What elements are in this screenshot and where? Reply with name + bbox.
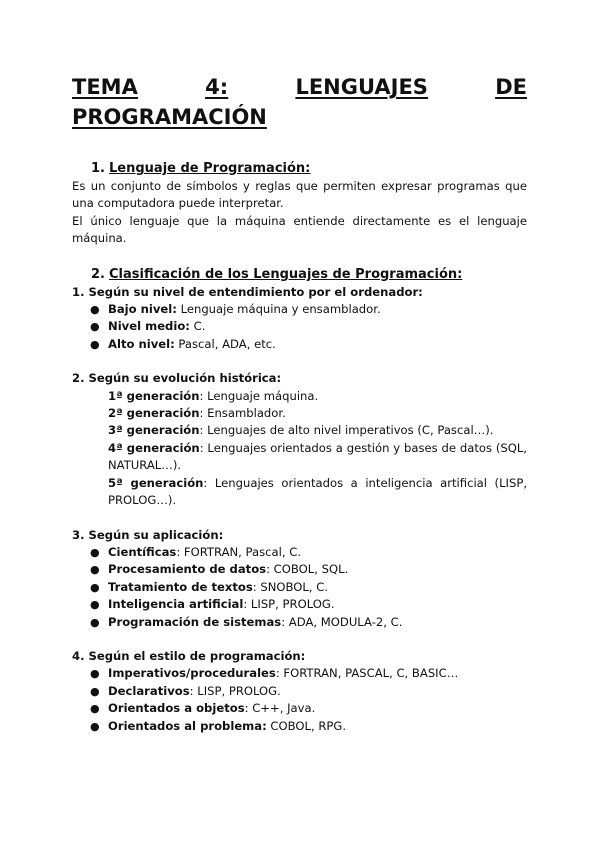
title-line-2: PROGRAMACIÓN: [72, 105, 267, 129]
subsection-heading: 3. Según su aplicación:: [72, 527, 224, 542]
bullet-list: [72, 665, 527, 735]
bullet-icon: ●: [90, 667, 100, 681]
list-item: 1ª generación: Lenguaje máquina.: [108, 388, 319, 403]
list-item: 5ª generación: Lenguajes orientados a inteligencia artificial (LISP, PROLOG…).: [108, 475, 527, 508]
bullet-icon: ●: [90, 320, 100, 334]
title-line-1: [72, 72, 527, 102]
list-item: 2ª generación: Ensamblador.: [108, 406, 286, 421]
bullet-icon: ●: [90, 545, 100, 559]
list-item: ● Bajo nivel: Lenguaje máquina y ensamblador.: [88, 301, 527, 318]
section-1-heading: [72, 160, 527, 178]
paragraph: El único lenguaje que la máquina entiende directamente es el lenguaje máquina.: [72, 213, 527, 246]
bullet-icon: ●: [90, 615, 100, 629]
bullet-icon: ●: [90, 719, 100, 733]
list-item: 3ª generación: Lenguajes de alto nivel imperativos (C, Pascal…).: [108, 423, 494, 438]
section-2-heading: [72, 266, 527, 284]
list-item: ● Programación de sistemas: ADA, MODULA-2, C.: [88, 614, 527, 631]
bullet-list: [72, 544, 527, 631]
title-word: LENGUAJES: [295, 75, 428, 99]
list-item: ● Científicas: FORTRAN, Pascal, C.: [88, 544, 527, 561]
list-item: ● Imperativos/procedurales: FORTRAN, PASCAL, C, BASIC…: [88, 665, 527, 682]
bullet-icon: ●: [90, 337, 100, 351]
title-word: DE: [495, 75, 527, 99]
subsection-heading: 2. Según su evolución histórica:: [72, 371, 282, 386]
list-item: ● Declarativos: LISP, PROLOG.: [88, 683, 527, 700]
section-title: Clasificación de los Lenguajes de Programación:: [109, 266, 463, 282]
list-item: ● Nivel medio: C.: [88, 318, 527, 335]
bullet-icon: ●: [90, 303, 100, 317]
paragraph: Es un conjunto de símbolos y reglas que permiten expresar programas que una computadora puede interpretar.: [72, 179, 527, 211]
bullet-icon: ●: [90, 563, 100, 577]
section-number: 1.: [91, 161, 105, 176]
document-title: [72, 72, 527, 132]
list-item: ● Procesamiento de datos: COBOL, SQL.: [88, 561, 527, 578]
bullet-icon: ●: [90, 598, 100, 612]
title-word: 4:: [205, 75, 229, 99]
section-number: 2.: [91, 266, 105, 282]
subsection-heading: 4. Según el estilo de programación:: [72, 648, 306, 663]
list-item: ● Orientados a objetos: C++, Java.: [88, 700, 527, 717]
section-title: Lenguaje de Programación:: [109, 161, 311, 176]
title-word: TEMA: [72, 75, 138, 99]
list-item: ● Inteligencia artificial: LISP, PROLOG.: [88, 596, 527, 613]
bullet-list: [72, 301, 527, 353]
list-item: ● Orientados al problema: COBOL, RPG.: [88, 718, 527, 735]
bullet-icon: ●: [90, 702, 100, 716]
list-item: ● Tratamiento de textos: SNOBOL, C.: [88, 579, 527, 596]
bullet-icon: ●: [90, 684, 100, 698]
subsection-heading: 1. Según su nivel de entendimiento por el ordenador:: [72, 284, 423, 299]
bullet-icon: ●: [90, 580, 100, 594]
list-item: 4ª generación: Lenguajes orientados a gestión y bases de datos (SQL, NATURAL…).: [108, 440, 527, 473]
list-item: ● Alto nivel: Pascal, ADA, etc.: [88, 336, 527, 353]
generation-list: [72, 388, 527, 510]
document-page: [72, 72, 527, 735]
